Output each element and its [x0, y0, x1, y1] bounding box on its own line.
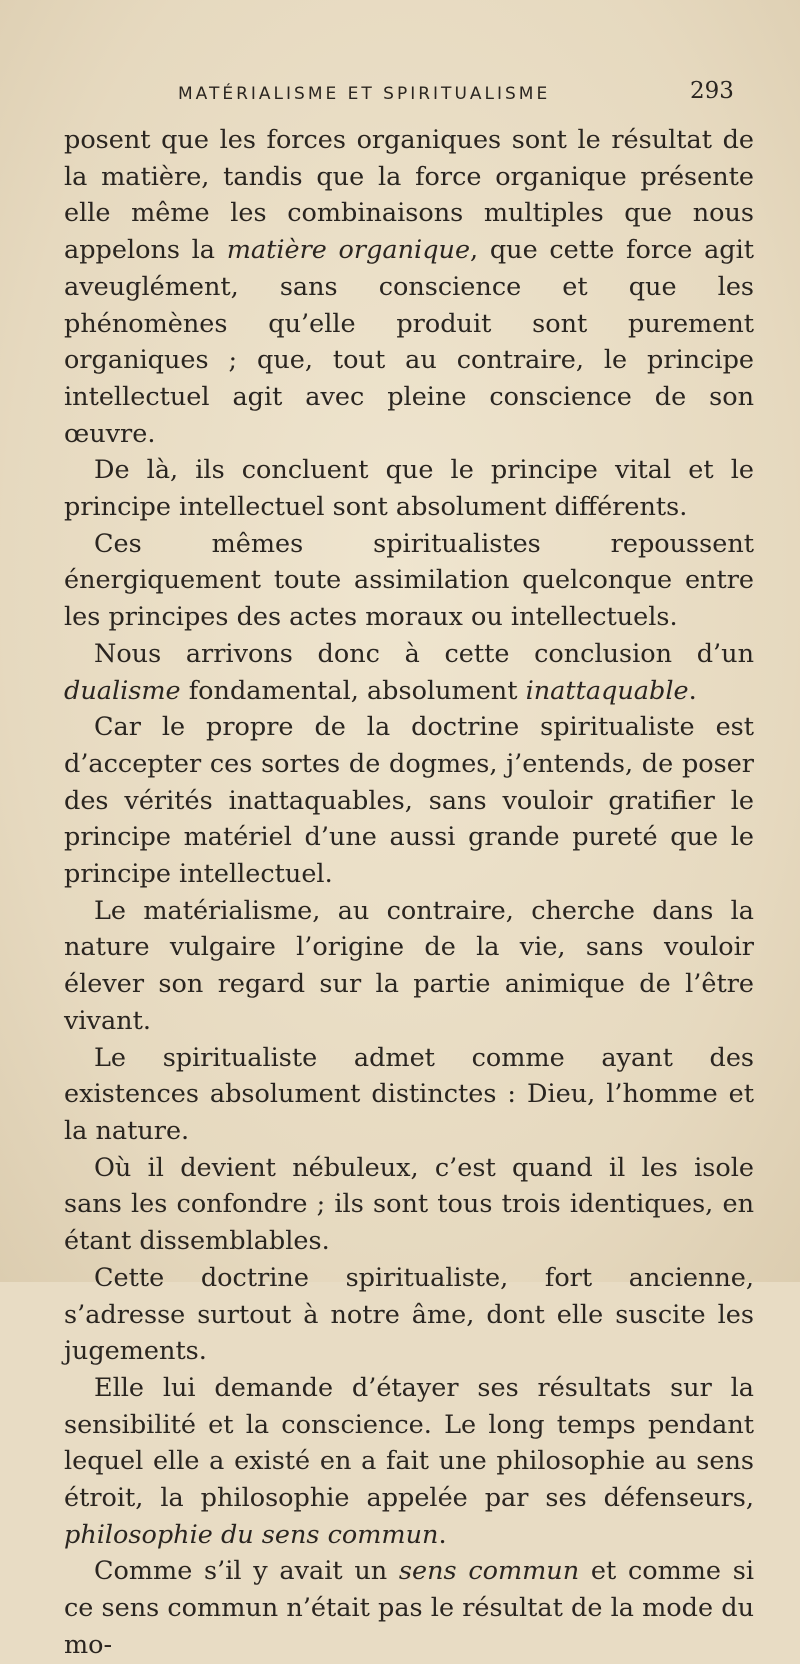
page-header — [0, 78, 800, 118]
paragraph — [64, 709, 754, 893]
text-segment: posent que les forces organiques sont le résultat de la matière, tandis que la force organique présente elle même les combinaisons multiples que nous appelons la — [64, 125, 754, 266]
text-segment: Elle lui demande d’étayer ses résultats sur la sensibilité et la conscience. Le long temps pendant lequel elle a existé en a fait une philosophie au sens étroit, la philosophie appelée par ses défenseurs, — [64, 1372, 754, 1514]
text-segment: Car le propre de la doctrine spiritualiste est d’accepter ces sortes de dogmes, j’entends, de poser des vérités inattaquables, sans vouloir gratifier le principe matériel d’une aussi grande pureté que le principe intellectuel. — [64, 712, 754, 890]
text-segment: Nous arrivons donc à cette conclusion d’un — [94, 638, 754, 669]
text-segment: Comme s’il y avait un — [94, 1556, 399, 1587]
text-segment: . — [438, 1519, 447, 1550]
italic-text: sens commun — [398, 1556, 580, 1587]
text-segment: Ces mêmes spiritualistes repoussent énergiquement toute assimilation quelconque entre les principes des actes moraux ou intellectuels. — [64, 528, 754, 633]
italic-text: matière organique — [226, 235, 471, 266]
paragraph — [64, 526, 754, 636]
text-segment: , que cette force agit aveuglément, sans conscience et que les phénomènes qu’elle produit sont purement organiques ; que, tout au contraire, le principe intellectuel agit avec pleine conscience de son œuvre. — [64, 235, 755, 449]
text-segment: Cette doctrine spiritualiste, fort ancienne, s’adresse surtout à notre âme, dont elle suscite les jugements. — [64, 1262, 754, 1367]
running-title: MATÉRIALISME ET SPIRITUALISME — [178, 84, 551, 104]
text-segment: Le matérialisme, au contraire, cherche dans la nature vulgaire l’origine de la vie, sans vouloir élever son regard sur la partie animique de l’être vivant. — [64, 895, 754, 1036]
text-segment: . — [688, 675, 697, 706]
paragraph — [64, 1370, 754, 1554]
paragraph — [64, 1260, 754, 1370]
italic-text: inattaquable — [525, 675, 689, 706]
body-text — [64, 122, 754, 1664]
paragraph — [64, 1150, 754, 1260]
text-segment: fondamental, absolument — [180, 675, 526, 706]
paragraph — [64, 1040, 754, 1150]
paragraph — [64, 452, 754, 525]
paragraph — [64, 636, 754, 709]
text-segment: De là, ils concluent que le principe vital et le principe intellectuel sont absolument différents. — [64, 455, 754, 523]
italic-text: philosophie du sens commun — [64, 1519, 439, 1550]
text-segment: et comme si ce sens commun n’était pas le résultat de la mode du mo- — [64, 1556, 754, 1660]
paragraph — [64, 122, 754, 452]
paragraph — [64, 1553, 754, 1663]
page-number: 293 — [690, 78, 734, 104]
text-segment: Où il devient nébuleux, c’est quand il les isole sans les confondre ; ils sont tous trois identiques, en étant dissemblables. — [64, 1152, 754, 1257]
italic-text: dualisme — [64, 675, 181, 706]
paragraph — [64, 893, 754, 1040]
text-segment: Le spiritualiste admet comme ayant des existences absolument distinctes : Dieu, l’homme et la nature. — [64, 1042, 754, 1146]
